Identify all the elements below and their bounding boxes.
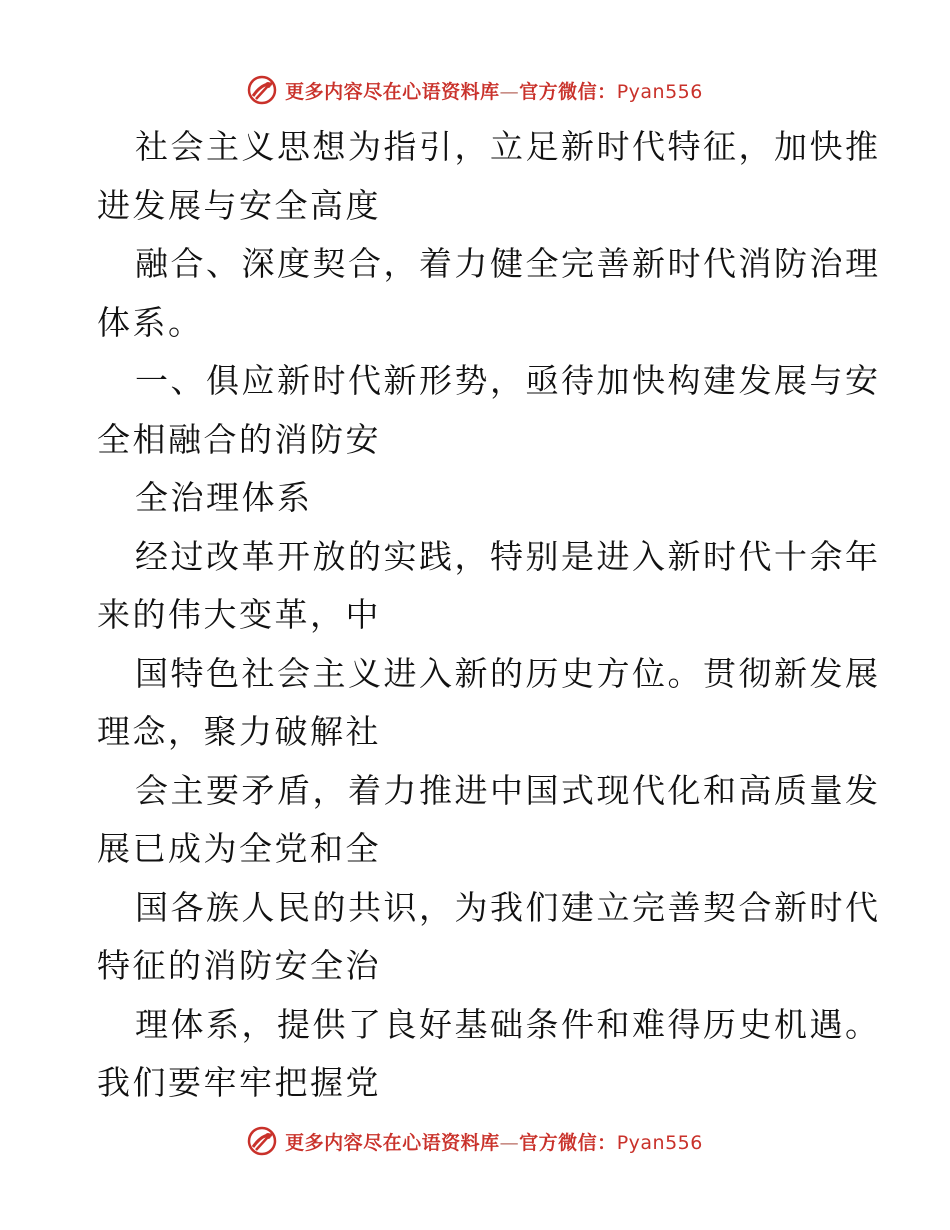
paragraph-line: 全治理体系	[135, 478, 313, 517]
paragraph-line: 社会主义思想为指引，立足新时代特征，加快推	[135, 127, 881, 166]
paragraph	[97, 235, 881, 352]
paragraph-line: 来的伟大变革，中	[97, 595, 381, 634]
paragraph	[97, 645, 881, 762]
paragraph-line: 经过改革开放的实践，特别是进入新时代十余年	[135, 536, 881, 576]
paragraph-line: 特征的消防安全治	[97, 946, 381, 985]
footer-watermark	[0, 1121, 950, 1161]
paragraph-line: 一、俱应新时代新形势，亟待加快构建发展与安	[135, 361, 881, 400]
watermark-official: 官方微信：	[519, 80, 617, 103]
watermark-brand: 更多内容尽在心语资料库	[285, 80, 500, 103]
paragraph-line: 全相融合的消防安	[97, 419, 381, 459]
paragraph-line: 体系。	[97, 302, 204, 342]
watermark-wechat-id: Pyan556	[616, 1131, 703, 1154]
watermark-official: 官方微信：	[519, 1131, 617, 1154]
paragraph	[97, 996, 881, 1113]
section-heading-continued	[97, 469, 857, 528]
header-watermark	[0, 70, 950, 110]
watermark-brand: 更多内容尽在心语资料库	[285, 1131, 500, 1154]
paragraph	[97, 528, 881, 645]
paragraph-line: 我们要牢牢把握党	[97, 1063, 381, 1102]
paragraph-line: 国各族人民的共识，为我们建立完善契合新时代	[135, 887, 881, 927]
watermark-separator: —	[499, 80, 520, 103]
paragraph-line: 融合、深度契合，着力健全完善新时代消防治理	[135, 244, 881, 283]
brand-logo-icon	[247, 1126, 277, 1156]
paragraph	[97, 762, 881, 879]
paragraph-line: 国特色社会主义进入新的历史方位。贯彻新发展	[135, 653, 881, 693]
watermark-text	[285, 1128, 703, 1155]
paragraph-line: 展已成为全党和全	[97, 829, 381, 868]
paragraph	[97, 118, 881, 235]
paragraph-line: 理念，聚力破解社	[97, 712, 381, 751]
section-heading	[97, 352, 881, 469]
paragraph	[97, 879, 881, 996]
watermark-separator: —	[499, 1131, 520, 1154]
watermark-text	[285, 77, 703, 104]
paragraph-line: 进发展与安全高度	[97, 185, 381, 225]
brand-logo-icon	[247, 75, 277, 105]
paragraph-line: 理体系，提供了良好基础条件和难得历史机遇。	[135, 1004, 881, 1044]
watermark-wechat-id: Pyan556	[616, 80, 703, 103]
paragraph-line: 会主要矛盾，着力推进中国式现代化和高质量发	[135, 770, 881, 810]
document-body	[97, 118, 881, 1113]
